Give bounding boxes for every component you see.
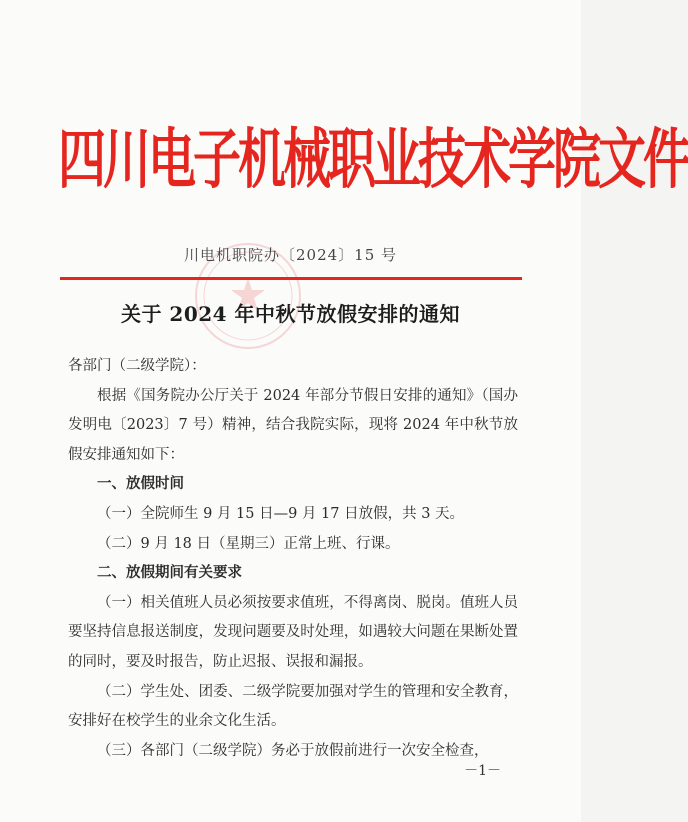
requirement-item: （二）学生处、团委、二级学院要加强对学生的管理和安全教育，安排好在校学生的业余文化生活。 [68,683,518,730]
red-divider-line [60,277,522,280]
intro-paragraph: 根据《国务院办公厅关于 2024 年部分节假日安排的通知》（国办发明电〔2023〕7 号）精神，结合我院实际，现将 2024 年中秋节放假安排通知如下： [68,387,518,463]
section-heading-requirements: 二、放假期间有关要求 [97,565,242,582]
requirement-item: （一）相关值班人员必须按要求值班，不得离岗、脱岗。值班人员要坚持信息报送制度，发现问题要及时处理，如遇较大问题在果断处置的同时，要及时报告，防止迟报、误报和漏报。 [68,594,518,670]
section-heading-holiday-time: 一、放假时间 [97,476,184,493]
requirement-item: （三）各部门（二级学院）务必于放假前进行一次安全检查， [97,742,489,759]
holiday-time-item: （一）全院师生 9 月 15 日—9 月 17 日放假，共 3 天。 [97,505,465,522]
document-number: 川电机职院办〔2024〕15 号 [183,246,398,264]
salutation: 各部门（二级学院）： [68,358,206,374]
institution-document-title: 四川电子机械职业技术学院文件 [58,122,688,198]
holiday-time-item: （二）9 月 18 日（星期三）正常上班、行课。 [97,535,400,552]
page-number: －1－ [464,763,501,779]
notice-title: 关于 2024 年中秋节放假安排的通知 [120,302,461,326]
notice-body [68,352,518,766]
